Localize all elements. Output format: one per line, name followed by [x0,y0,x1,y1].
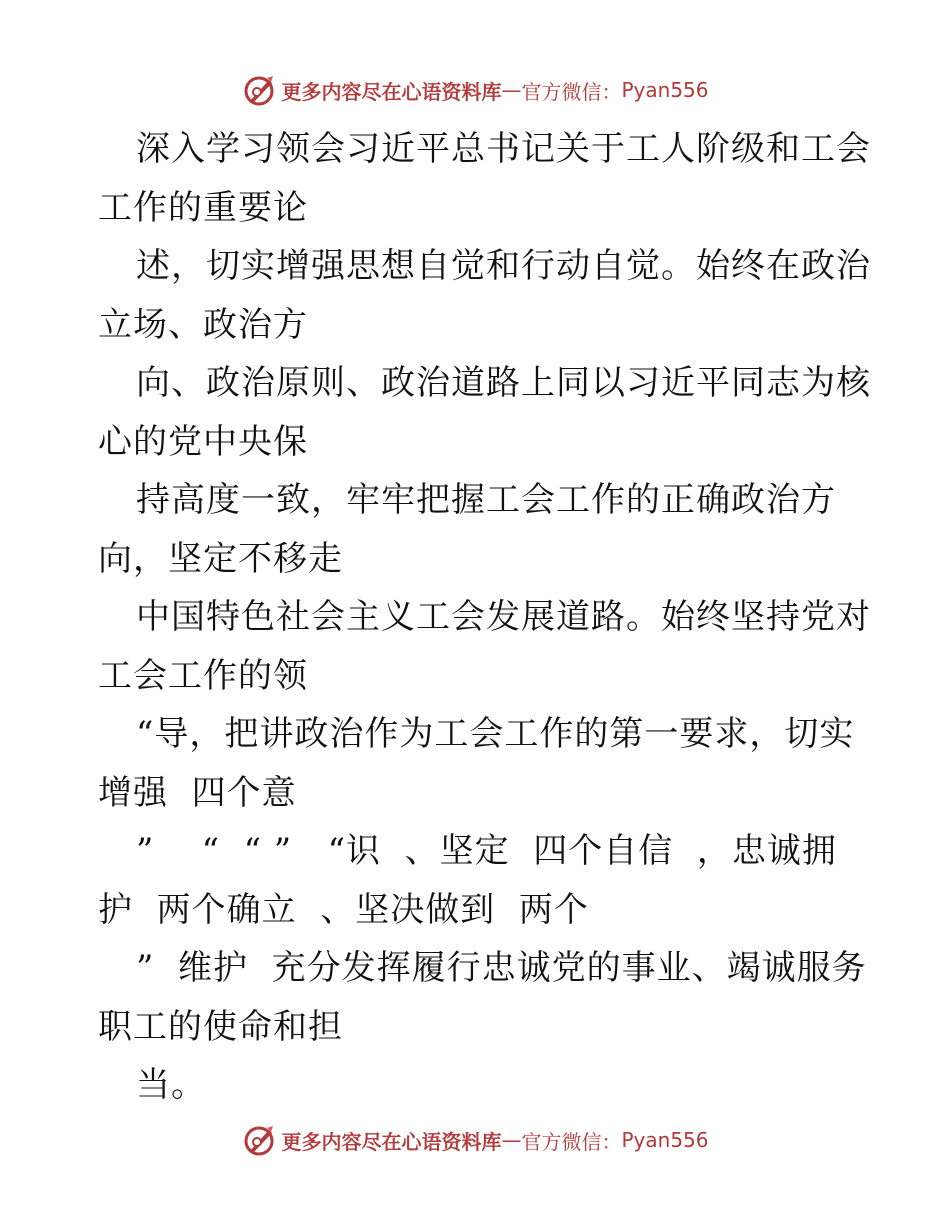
body-text-line: 深入学习领会习近平总书记关于工人阶级和工会 [136,129,871,169]
body-text-line: 工会工作的领 [98,655,308,696]
body-text-line: 向，坚定不移走 [98,538,343,579]
body-text-line: 立场、政治方 [98,304,308,345]
body-text-line: 述，切实增强思想自觉和行动自觉。始终在政治 [136,246,871,286]
banner-brand-text: 更多内容尽在心语资料库 [281,1129,502,1154]
body-text-line: 工作的重要论 [98,187,308,228]
quill-logo-icon [241,1122,277,1158]
banner-wechat-label: 官方微信： [521,79,622,104]
banner-separator: — [501,78,522,102]
body-text-line: ” “ “ ” “识 、坚定 四个自信 ，忠诚拥 [136,831,837,871]
body-text-line: 持高度一致，牢牢把握工会工作的正确政治方 [136,480,836,520]
body-text-line: 增强 四个意 [98,772,297,813]
banner-wechat-id: Pyan556 [621,78,709,102]
body-text-line: 中国特色社会主义工会发展道路。始终坚持党对 [136,597,871,637]
body-text-line: 向、政治原则、政治道路上同以习近平同志为核 [136,363,871,403]
body-text-line: 职工的使命和担 [98,1006,343,1047]
body-text-line: “导，把讲政治作为工会工作的第一要求，切实 [136,714,855,754]
body-text-line: 心的党中央保 [98,421,308,462]
body-text-line: 护 两个确立 、坚决做到 两个 [98,889,589,930]
banner-brand-text: 更多内容尽在心语资料库 [281,79,502,104]
body-text-line: ” 维护 充分发挥履行忠诚党的事业、竭诚服务 [136,948,867,988]
banner-wechat-id: Pyan556 [621,1128,709,1152]
banner-separator: — [501,1128,522,1152]
banner-wechat-label: 官方微信： [521,1129,622,1154]
header-watermark-banner [0,70,950,110]
quill-logo-icon [241,72,277,108]
footer-watermark-banner [0,1120,950,1160]
body-text-line: 当。 [136,1065,206,1105]
document-body [98,120,878,1115]
